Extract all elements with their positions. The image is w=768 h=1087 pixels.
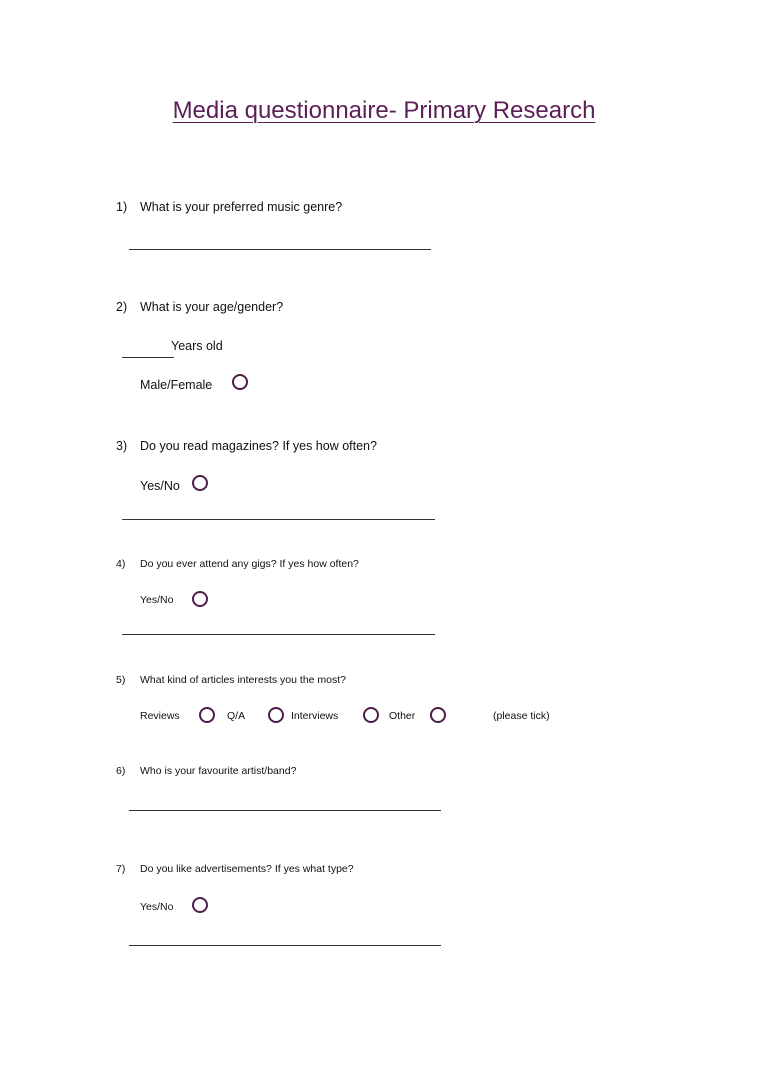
gender-tick-circle[interactable]: [232, 374, 248, 390]
question-1-text: What is your preferred music genre?: [140, 200, 343, 214]
question-3-text: Do you read magazines? If yes how often?: [140, 439, 377, 453]
question-4-answer-line[interactable]: [122, 634, 435, 635]
question-7-answer-label: Yes/No: [140, 901, 174, 913]
option-other-label: Other: [389, 710, 416, 722]
option-other-circle[interactable]: [430, 707, 446, 723]
question-1-number: 1): [116, 200, 128, 214]
question-4-text: Do you ever attend any gigs? If yes how often?: [140, 558, 359, 570]
question-7-number: 7): [116, 863, 126, 875]
please-tick-note: (please tick): [493, 710, 550, 722]
question-3-number: 3): [116, 439, 128, 453]
option-interviews-circle[interactable]: [363, 707, 379, 723]
question-6-number: 6): [116, 765, 126, 777]
question-3-tick-circle[interactable]: [192, 475, 208, 491]
option-qa-circle[interactable]: [268, 707, 284, 723]
question-2-number: 2): [116, 300, 128, 314]
question-1-answer-line[interactable]: [129, 249, 431, 250]
question-2-text: What is your age/gender?: [140, 300, 284, 314]
question-4-number: 4): [116, 558, 126, 570]
option-interviews-label: Interviews: [291, 710, 339, 722]
question-7-tick-circle[interactable]: [192, 897, 208, 913]
question-7-answer-line[interactable]: [129, 945, 441, 946]
gender-label: Male/Female: [140, 378, 213, 392]
question-4-answer-label: Yes/No: [140, 594, 174, 606]
option-qa-label: Q/A: [227, 710, 246, 722]
question-7-text: Do you like advertisements? If yes what type?: [140, 863, 354, 875]
age-answer-line[interactable]: [122, 357, 174, 358]
question-3-answer-label: Yes/No: [140, 479, 180, 493]
option-reviews-circle[interactable]: [199, 707, 215, 723]
question-5-text: What kind of articles interests you the most?: [140, 674, 347, 686]
question-5-number: 5): [116, 674, 126, 686]
question-4-tick-circle[interactable]: [192, 591, 208, 607]
option-reviews-label: Reviews: [140, 710, 180, 722]
question-6-text: Who is your favourite artist/band?: [140, 765, 297, 777]
page-title: Media questionnaire- Primary Research: [172, 97, 596, 124]
question-6-answer-line[interactable]: [129, 810, 441, 811]
age-label: Years old: [171, 339, 223, 353]
question-3-answer-line[interactable]: [122, 519, 435, 520]
